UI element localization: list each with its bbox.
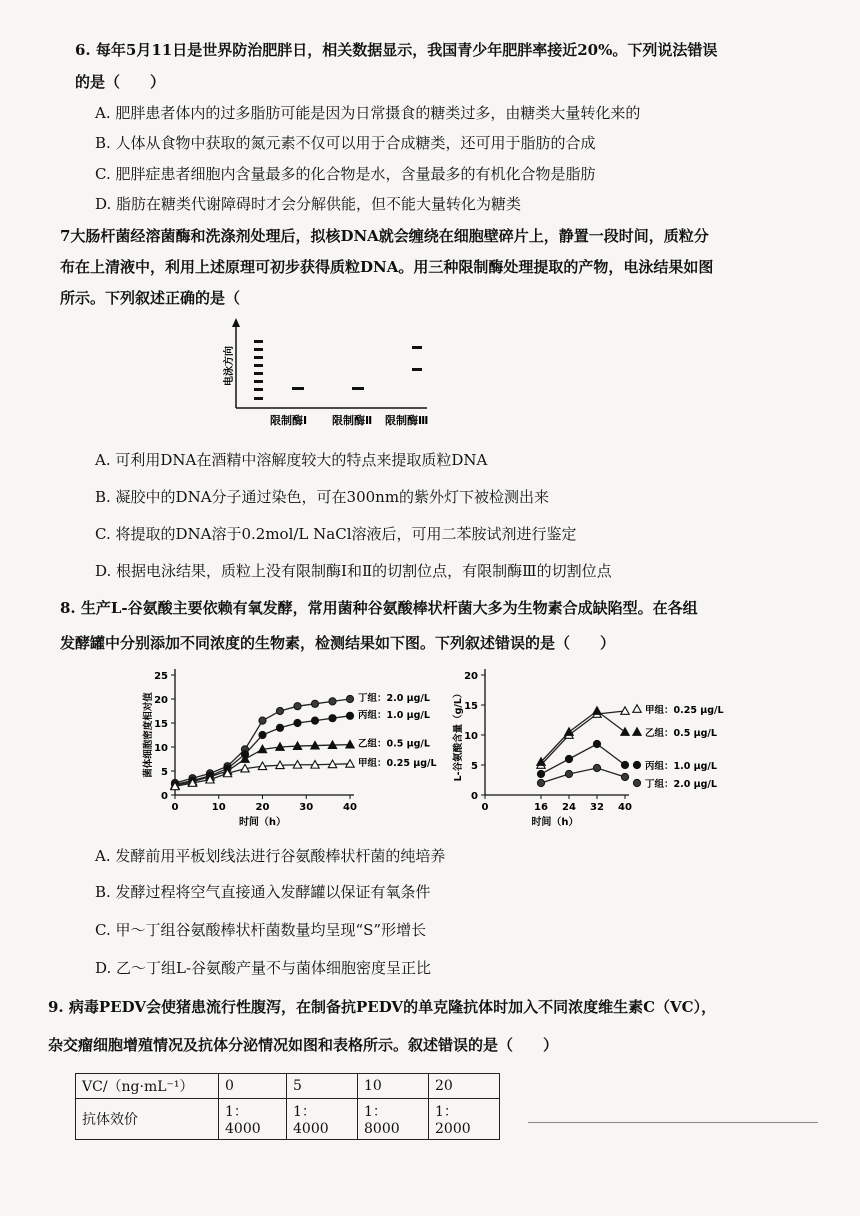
- cell-density-chart: [140, 665, 445, 830]
- chart2-series-line: [541, 711, 625, 765]
- table-cell: 0: [219, 1074, 287, 1099]
- table-cell: 5: [287, 1074, 358, 1099]
- q7-option-a: A. 可利用DNA在酒精中溶解度较大的特点来提取质粒DNA: [95, 451, 488, 469]
- chart1-series-label: 甲组：0.25 μg/L: [358, 757, 437, 769]
- q8-option-a: A. 发酵前用平板划线法进行谷氨酸棒状杆菌的纯培养: [95, 847, 446, 865]
- ladder-band: [254, 364, 263, 367]
- chart2-data-point: [621, 761, 628, 768]
- chart2-x-tick-label: 24: [562, 802, 576, 813]
- chart2-y-tick-label: 15: [464, 701, 478, 712]
- chart2-y-tick-label: 0: [471, 791, 478, 802]
- table-row: [76, 1074, 500, 1099]
- chart1-series-label: 丁组：2.0 μg/L: [358, 693, 430, 704]
- ladder-band: [254, 372, 263, 375]
- q8-stem-line1: 8. 生产L-谷氨酸主要依赖有氧发酵，常用菌种谷氨酸棒状杆菌大多为生物素合成缺陷型。在各组: [60, 599, 698, 617]
- chart1-x-axis-label: 时间（h）: [238, 817, 287, 828]
- chart2-data-point: [565, 728, 573, 736]
- lane3-band-upper: [412, 346, 422, 349]
- lane2-band: [352, 387, 364, 390]
- q7-stem-line2: 布在上清液中，利用上述原理可初步获得质粒DNA。用三种限制酶处理提取的产物，电泳结果如图: [60, 258, 714, 276]
- q8-stem-line2: 发酵罐中分别添加不同浓度的生物素，检测结果如下图。下列叙述错误的是（ ）: [60, 634, 616, 652]
- chart2-x-tick-label: 0: [481, 802, 489, 813]
- chart2-series-label: 丁组：2.0 μg/L: [645, 779, 717, 790]
- chart1-data-point: [259, 731, 266, 738]
- chart1-data-point: [346, 712, 353, 719]
- chart1-data-point: [346, 695, 353, 702]
- chart1-data-point: [259, 717, 266, 724]
- chart2-data-point: [565, 770, 572, 777]
- chart2-data-point: [593, 707, 601, 715]
- chart2-series-3: [537, 740, 717, 777]
- ladder-band: [254, 397, 263, 400]
- q9-stem-line2: 杂交瘤细胞增殖情况及抗体分泌情况如图和表格所示。叙述错误的是（ ）: [48, 1036, 559, 1054]
- table-cell: 1：2000: [429, 1099, 500, 1140]
- chart2-x-axis-label: 时间（h）: [531, 817, 579, 828]
- chart2-series-line: [541, 768, 625, 783]
- chart2-data-point: [565, 755, 572, 762]
- vc-antibody-table: [75, 1073, 500, 1140]
- chart2-data-point: [537, 779, 544, 786]
- q7-option-d: D. 根据电泳结果，质粒上没有限制酶Ⅰ和Ⅱ的切割位点，有限制酶Ⅲ的切割位点: [95, 562, 612, 580]
- chart1-x-tick-label: 10: [211, 802, 226, 813]
- chart2-series-label: 甲组：0.25 μg/L: [645, 705, 724, 716]
- chart1-y-axis-label: 菌体细胞密度相对值: [143, 692, 154, 778]
- lane3-band-lower: [412, 368, 422, 371]
- chart2-x-tick-label: 16: [534, 802, 548, 813]
- chart1-y-tick-label: 20: [154, 695, 168, 706]
- chart2-legend-marker: [633, 728, 641, 736]
- chart1-y-tick-label: 15: [154, 719, 168, 730]
- lane1-band: [292, 387, 304, 390]
- chart1-x-tick-label: 0: [171, 802, 179, 813]
- chart2-series-label: 丙组：1.0 μg/L: [645, 761, 717, 772]
- chart2-y-tick-label: 5: [471, 761, 478, 772]
- table-cell: VC/（ng·mL⁻¹）: [76, 1074, 219, 1099]
- chart1-data-point: [329, 715, 336, 722]
- gel-marker-ladder: [254, 340, 263, 400]
- ladder-band: [254, 340, 263, 343]
- q6-stem-line1: 6. 每年5月11日是世界防治肥胖日，相关数据显示，我国青少年肥胖率接近20%。下列说法错误: [75, 41, 718, 59]
- chart1-y-tick-label: 25: [154, 671, 168, 682]
- chart2-legend-marker: [633, 705, 641, 713]
- gel-lane-label-2: 限制酶Ⅱ: [332, 414, 373, 427]
- chart1-data-point: [276, 707, 283, 714]
- gel-arrowhead: [232, 318, 240, 327]
- table-cell: 抗体效价: [76, 1099, 219, 1140]
- chart2-x-tick-label: 32: [590, 802, 604, 813]
- chart1-data-point: [294, 719, 301, 726]
- ladder-band: [254, 348, 263, 351]
- chart2-legend-marker: [633, 779, 640, 786]
- q8-option-d: D. 乙～丁组L-谷氨酸产量不与菌体细胞密度呈正比: [95, 959, 432, 977]
- chart1-series-line: [175, 699, 350, 783]
- q6-option-b: B. 人体从食物中获取的氮元素不仅可以用于合成糖类，还可用于脂肪的合成: [95, 134, 596, 152]
- chart1-data-point: [311, 717, 318, 724]
- chart2-y-tick-label: 20: [464, 671, 478, 682]
- q8-option-b: B. 发酵过程将空气直接通入发酵罐以保证有氧条件: [95, 883, 431, 901]
- table-cell: 1：8000: [358, 1099, 429, 1140]
- q6-stem-line2: 的是（ ）: [75, 73, 166, 91]
- table-cell: 10: [358, 1074, 429, 1099]
- chart2-data-point: [621, 707, 629, 715]
- chart1-data-point: [276, 724, 283, 731]
- q7-option-b: B. 凝胶中的DNA分子通过染色，可在300nm的紫外灯下被检测出来: [95, 488, 550, 506]
- chart2-y-axis-label: L-谷氨酸含量（g/L）: [453, 688, 464, 782]
- q8-option-c: C. 甲～丁组谷氨酸棒状杆菌数量均呈现“S”形增长: [95, 921, 427, 939]
- chart2-y-tick-label: 10: [464, 731, 478, 742]
- electrophoresis-gel-figure: [222, 318, 432, 430]
- chart1-x-tick-label: 20: [255, 802, 270, 813]
- chart2-series-label: 乙组：0.5 μg/L: [645, 728, 717, 739]
- q7-option-c: C. 将提取的DNA溶于0.2mol/L NaCl溶液后，可用二苯胺试剂进行鉴定: [95, 525, 577, 543]
- gel-lane-label-1: 限制酶Ⅰ: [270, 414, 308, 427]
- table-cell: 1：4000: [219, 1099, 287, 1140]
- divider-line: [528, 1122, 818, 1123]
- q6-option-a: A. 肥胖患者体内的过多脂肪可能是因为日常摄食的糖类过多，由糖类大量转化来的: [95, 104, 641, 122]
- chart2-data-point: [537, 770, 544, 777]
- ladder-band: [254, 380, 263, 383]
- chart2-data-point: [621, 728, 629, 736]
- chart1-y-tick-label: 5: [161, 767, 168, 778]
- glutamate-content-chart: [455, 665, 740, 830]
- chart1-x-tick-label: 30: [299, 802, 314, 813]
- chart2-data-point: [621, 773, 628, 780]
- ladder-band: [254, 388, 263, 391]
- chart2-legend-marker: [633, 761, 640, 768]
- chart1-series-label: 乙组：0.5 μg/L: [358, 738, 430, 750]
- chart1-x-tick-label: 40: [343, 802, 357, 813]
- chart2-x-tick-label: 40: [618, 802, 632, 813]
- gel-lane-label-3: 限制酶Ⅲ: [385, 414, 429, 427]
- chart2-data-point: [593, 740, 600, 747]
- gel-axis-label: 电泳方向: [224, 346, 235, 386]
- chart1-data-point: [329, 698, 336, 705]
- ladder-band: [254, 356, 263, 359]
- q9-stem-line1: 9. 病毒PEDV会使猪患流行性腹泻，在制备抗PEDV的单克隆抗体时加入不同浓度维生素C（VC），: [48, 998, 717, 1016]
- table-cell: 20: [429, 1074, 500, 1099]
- q6-option-c: C. 肥胖症患者细胞内含量最多的化合物是水，含量最多的有机化合物是脂肪: [95, 165, 596, 183]
- q6-option-d: D. 脂肪在糖类代谢障碍时才会分解供能，但不能大量转化为糖类: [95, 195, 522, 213]
- q7-stem-line1: 7大肠杆菌经溶菌酶和洗涤剂处理后，拟核DNA就会缠绕在细胞壁碎片上，静置一段时间，质粒分: [60, 227, 709, 245]
- chart2-series-line: [541, 711, 625, 762]
- chart1-data-point: [294, 703, 301, 710]
- chart1-series-label: 丙组：1.0 μg/L: [358, 709, 430, 721]
- chart1-y-tick-label: 0: [161, 791, 168, 802]
- chart2-data-point: [593, 764, 600, 771]
- chart1-y-tick-label: 10: [154, 743, 168, 754]
- table-cell: 1：4000: [287, 1099, 358, 1140]
- table-row: [76, 1099, 500, 1140]
- q7-stem-line3: 所示。下列叙述正确的是（: [60, 289, 241, 307]
- chart1-data-point: [311, 700, 318, 707]
